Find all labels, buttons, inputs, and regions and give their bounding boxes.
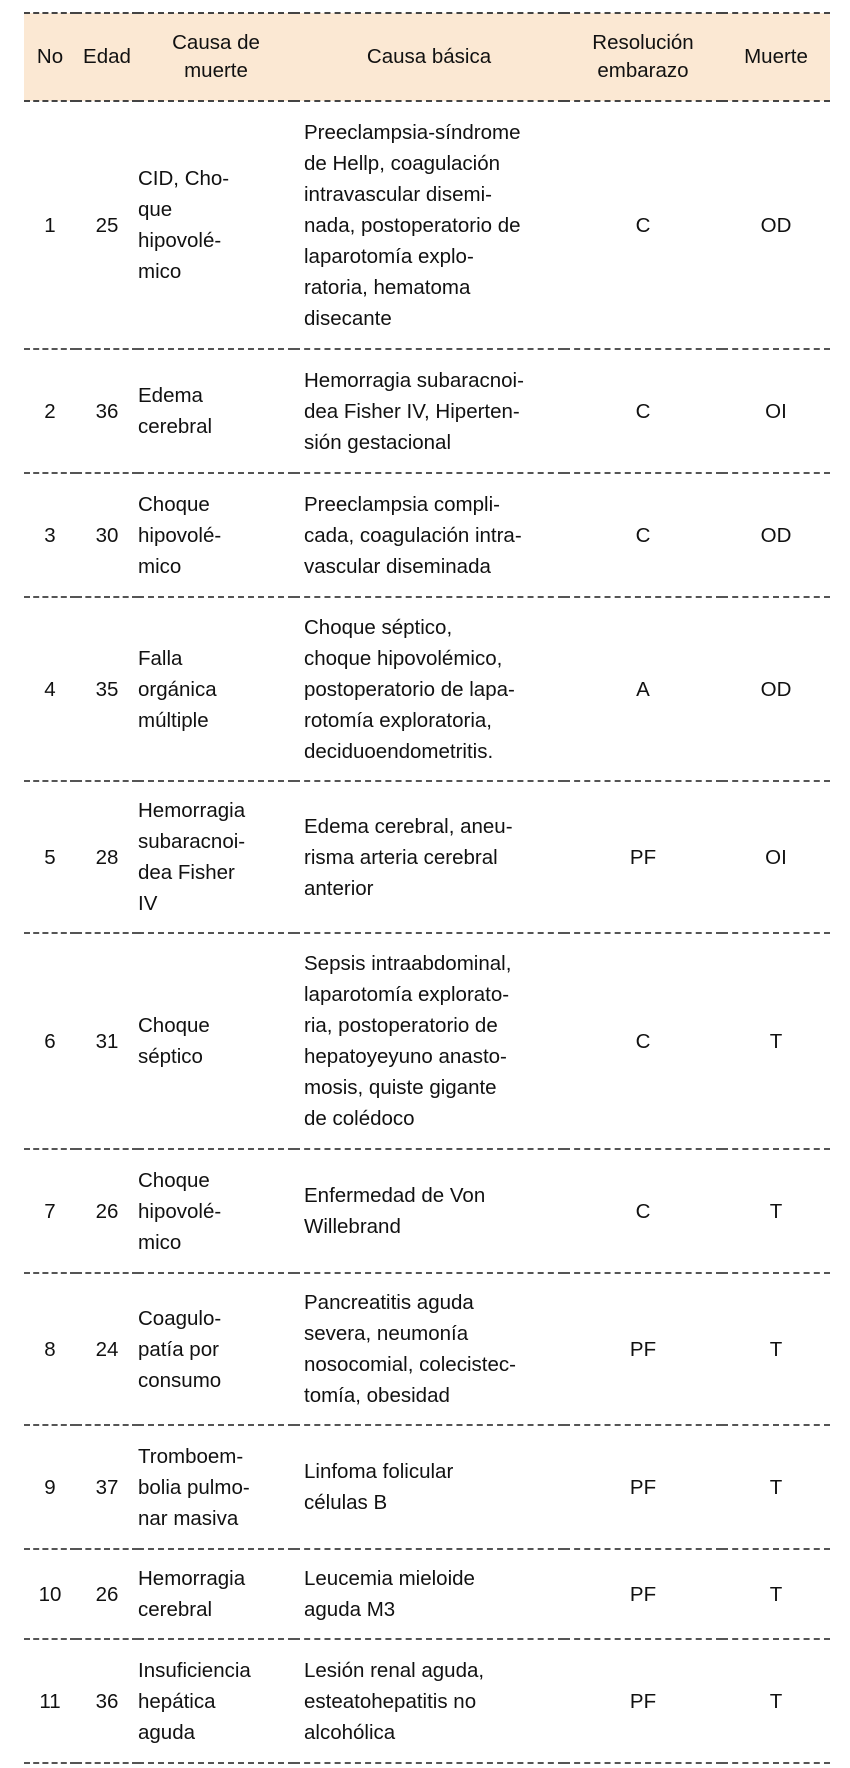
causa-line: séptico xyxy=(138,1045,203,1068)
cell-resolucion-embarazo: C xyxy=(564,1149,722,1273)
header-no: No xyxy=(24,13,76,101)
basica-line: Enfermedad de Von xyxy=(304,1184,486,1207)
cell-causa-de-muerte xyxy=(138,473,294,597)
header-causa-de-muerte xyxy=(138,13,294,101)
causa-line: hipovolé- xyxy=(138,523,222,547)
cell-causa-de-muerte xyxy=(138,1149,294,1273)
causa-line: Choque xyxy=(138,1168,210,1192)
causa-line: Edema xyxy=(138,384,203,407)
cell-causa-de-muerte xyxy=(138,101,294,349)
cell-no: 3 xyxy=(24,473,76,597)
header-muerte: Muerte xyxy=(722,13,830,101)
causa-line: Hemorragia xyxy=(138,799,246,822)
basica-line: dea Fisher IV, Hiperten- xyxy=(304,399,520,423)
table-row xyxy=(24,597,830,781)
table-body xyxy=(24,101,830,1763)
basica-line: Leucemia mieloide xyxy=(304,1567,475,1590)
cell-no: 7 xyxy=(24,1149,76,1273)
table-row xyxy=(24,473,830,597)
cell-causa-de-muerte xyxy=(138,1549,294,1639)
basica-line: nosocomial, colecistec- xyxy=(304,1353,516,1376)
causa-line: bolia pulmo- xyxy=(138,1475,250,1499)
basica-line: sión gestacional xyxy=(304,430,452,454)
causa-line: orgánica xyxy=(138,677,217,701)
cell-edad: 25 xyxy=(76,101,138,349)
table-row xyxy=(24,1425,830,1549)
cell-causa-basica xyxy=(294,781,564,933)
causa-line: hipovolé- xyxy=(138,229,222,252)
basica-line: severa, neumonía xyxy=(304,1322,469,1345)
basica-line: cada, coagulación intra- xyxy=(304,523,522,547)
cell-edad: 37 xyxy=(76,1425,138,1549)
basica-line: Sepsis intraabdominal, xyxy=(304,952,512,975)
basica-line: nada, postoperatorio de xyxy=(304,213,521,237)
cell-no: 9 xyxy=(24,1425,76,1549)
cell-causa-basica xyxy=(294,1425,564,1549)
cell-resolucion-embarazo: PF xyxy=(564,1549,722,1639)
header-causa-basica: Causa básica xyxy=(294,13,564,101)
cell-resolucion-embarazo: PF xyxy=(564,1425,722,1549)
causa-line: consumo xyxy=(138,1368,222,1392)
causa-line: cerebral xyxy=(138,1598,213,1621)
cell-causa-basica xyxy=(294,1639,564,1763)
cell-no: 5 xyxy=(24,781,76,933)
cell-muerte: OI xyxy=(722,349,830,473)
table-row xyxy=(24,1149,830,1273)
cell-resolucion-embarazo: PF xyxy=(564,781,722,933)
basica-line: Preeclampsia-síndrome xyxy=(304,120,521,144)
header-causa-line: Causa de xyxy=(172,31,260,54)
basica-line: ratoria, hematoma xyxy=(304,275,471,299)
header-resolucion-line: embarazo xyxy=(597,59,689,82)
causa-line: Insuficiencia xyxy=(138,1658,251,1682)
cell-causa-basica xyxy=(294,1149,564,1273)
header-edad: Edad xyxy=(76,13,138,101)
causa-line: patía por xyxy=(138,1337,219,1361)
cell-resolucion-embarazo: C xyxy=(564,349,722,473)
table-row xyxy=(24,781,830,933)
cell-causa-basica xyxy=(294,597,564,781)
cell-causa-de-muerte xyxy=(138,933,294,1149)
header-resolucion-embarazo xyxy=(564,13,722,101)
table-row xyxy=(24,1639,830,1763)
cell-edad: 31 xyxy=(76,933,138,1149)
table-row xyxy=(24,101,830,349)
basica-line: alcohólica xyxy=(304,1720,396,1744)
basica-line: postoperatorio de lapa- xyxy=(304,677,515,701)
table-row xyxy=(24,1273,830,1425)
cell-muerte: OI xyxy=(722,781,830,933)
cell-edad: 36 xyxy=(76,1639,138,1763)
cell-causa-de-muerte xyxy=(138,1639,294,1763)
cell-muerte: OD xyxy=(722,597,830,781)
cell-causa-basica xyxy=(294,349,564,473)
basica-line: hepatoyeyuno anasto- xyxy=(304,1045,507,1068)
cell-muerte: T xyxy=(722,1149,830,1273)
basica-line: mosis, quiste gigante xyxy=(304,1076,497,1099)
causa-line: mico xyxy=(138,1230,182,1254)
cell-muerte: T xyxy=(722,1273,830,1425)
cell-causa-basica xyxy=(294,1549,564,1639)
basica-line: rotomía exploratoria, xyxy=(304,708,493,732)
causa-line: hepática xyxy=(138,1689,216,1713)
cell-causa-basica xyxy=(294,473,564,597)
causa-line: subaracnoi- xyxy=(138,830,246,853)
cell-causa-de-muerte xyxy=(138,349,294,473)
causa-line: dea Fisher xyxy=(138,861,235,884)
causa-line: Tromboem- xyxy=(138,1444,244,1468)
cell-causa-de-muerte xyxy=(138,781,294,933)
cell-edad: 30 xyxy=(76,473,138,597)
cell-causa-de-muerte xyxy=(138,1273,294,1425)
cell-causa-basica xyxy=(294,101,564,349)
table-row xyxy=(24,1549,830,1639)
basica-line: esteatohepatitis no xyxy=(304,1689,477,1713)
causa-line: nar masiva xyxy=(138,1506,239,1530)
cell-muerte: T xyxy=(722,1549,830,1639)
cell-causa-de-muerte xyxy=(138,1425,294,1549)
cell-edad: 26 xyxy=(76,1149,138,1273)
cell-edad: 36 xyxy=(76,349,138,473)
cell-causa-basica xyxy=(294,933,564,1149)
causa-line: hipovolé- xyxy=(138,1199,222,1223)
causa-line: Coagulo- xyxy=(138,1306,222,1330)
cell-edad: 28 xyxy=(76,781,138,933)
cell-resolucion-embarazo: PF xyxy=(564,1639,722,1763)
cell-edad: 24 xyxy=(76,1273,138,1425)
basica-line: intravascular disemi- xyxy=(304,182,492,206)
basica-line: Lesión renal aguda, xyxy=(304,1658,485,1682)
header-causa-line: muerte xyxy=(184,59,248,82)
basica-line: Hemorragia subaracnoi- xyxy=(304,368,524,392)
basica-line: Pancreatitis aguda xyxy=(304,1291,474,1314)
cell-causa-de-muerte xyxy=(138,597,294,781)
causa-line: Choque xyxy=(138,492,210,516)
basica-line: tomía, obesidad xyxy=(304,1384,450,1407)
basica-line: laparotomía explo- xyxy=(304,244,474,268)
causa-line: mico xyxy=(138,260,182,283)
table-header-row xyxy=(24,13,830,101)
basica-line: Preeclampsia compli- xyxy=(304,492,500,516)
causa-line: CID, Cho- xyxy=(138,167,230,190)
cell-no: 10 xyxy=(24,1549,76,1639)
maternal-death-table-container xyxy=(24,12,830,1764)
basica-line: Edema cerebral, aneu- xyxy=(304,814,513,838)
basica-line: choque hipovolémico, xyxy=(304,646,503,670)
basica-line: células B xyxy=(304,1491,388,1514)
cell-causa-basica xyxy=(294,1273,564,1425)
cell-no: 8 xyxy=(24,1273,76,1425)
basica-line: risma arteria cerebral xyxy=(304,845,498,869)
cell-no: 6 xyxy=(24,933,76,1149)
cell-resolucion-embarazo: C xyxy=(564,101,722,349)
causa-line: múltiple xyxy=(138,708,209,732)
maternal-death-table xyxy=(24,12,830,1764)
causa-line: Choque xyxy=(138,1014,210,1037)
causa-line: aguda xyxy=(138,1720,196,1744)
basica-line: Willebrand xyxy=(304,1215,401,1238)
cell-no: 11 xyxy=(24,1639,76,1763)
basica-line: Linfoma folicular xyxy=(304,1460,454,1483)
cell-muerte: T xyxy=(722,1639,830,1763)
cell-no: 2 xyxy=(24,349,76,473)
causa-line: cerebral xyxy=(138,415,213,438)
cell-muerte: OD xyxy=(722,101,830,349)
cell-muerte: OD xyxy=(722,473,830,597)
cell-resolucion-embarazo: C xyxy=(564,933,722,1149)
cell-edad: 26 xyxy=(76,1549,138,1639)
cell-muerte: T xyxy=(722,1425,830,1549)
causa-line: Hemorragia xyxy=(138,1567,246,1590)
causa-line: mico xyxy=(138,554,182,578)
cell-no: 4 xyxy=(24,597,76,781)
table-row xyxy=(24,933,830,1149)
basica-line: laparotomía explorato- xyxy=(304,983,510,1006)
table-row xyxy=(24,349,830,473)
basica-line: disecante xyxy=(304,306,392,330)
header-resolucion-line: Resolución xyxy=(592,31,694,54)
cell-resolucion-embarazo: A xyxy=(564,597,722,781)
cell-muerte: T xyxy=(722,933,830,1149)
causa-line: IV xyxy=(138,892,158,915)
cell-resolucion-embarazo: C xyxy=(564,473,722,597)
causa-line: que xyxy=(138,198,173,221)
causa-line: Falla xyxy=(138,646,183,670)
basica-line: vascular diseminada xyxy=(304,554,491,578)
basica-line: ria, postoperatorio de xyxy=(304,1014,498,1037)
basica-line: de Hellp, coagulación xyxy=(304,151,501,175)
cell-resolucion-embarazo: PF xyxy=(564,1273,722,1425)
cell-edad: 35 xyxy=(76,597,138,781)
basica-line: anterior xyxy=(304,876,374,900)
basica-line: Choque séptico, xyxy=(304,615,453,639)
cell-no: 1 xyxy=(24,101,76,349)
basica-line: aguda M3 xyxy=(304,1598,396,1621)
basica-line: deciduoendometritis. xyxy=(304,739,494,763)
table-header xyxy=(24,13,830,101)
basica-line: de colédoco xyxy=(304,1107,415,1130)
